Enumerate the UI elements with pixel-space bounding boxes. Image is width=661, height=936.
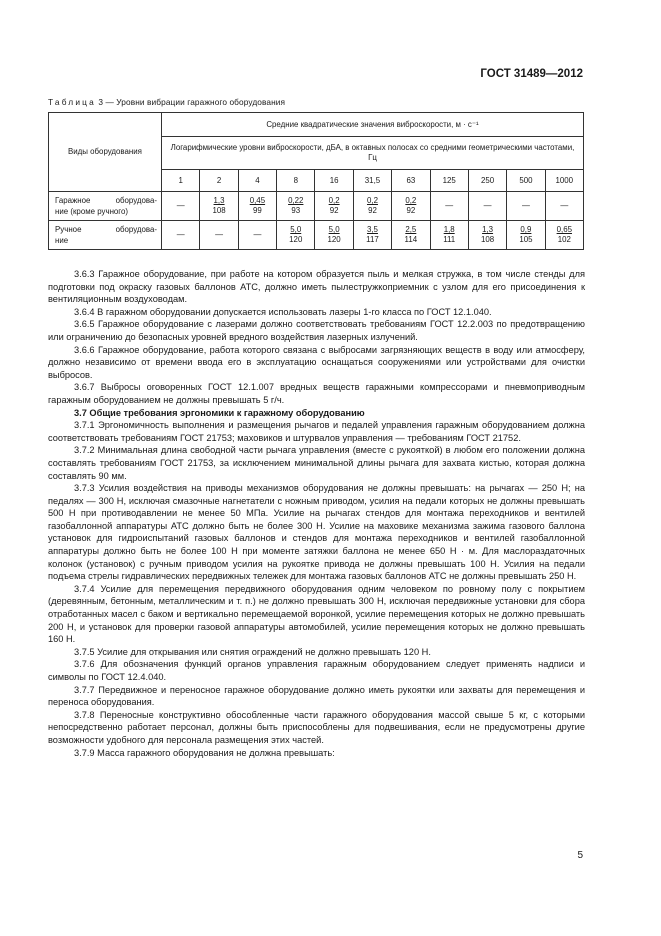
value-cell: —: [200, 221, 238, 250]
value-cell: —: [162, 221, 200, 250]
paragraph: 3.7.8 Переносные конструктивно обособленные части гаражного оборудования массой свыше 5 кг, с которыми непосредственно работает персонал, должны быть приспособлены для подвешивания, если не предусмотрены другие возможности удобного для персонала размещения этих частей.: [48, 709, 585, 745]
row-label: Гаражное оборудова- ние (кроме ручного): [49, 192, 162, 221]
paragraph: 3.7.5 Усилие для открывания или снятия ограждений не должно превышать 120 Н.: [74, 646, 431, 657]
db-level-value: 102: [557, 235, 571, 244]
velocity-value: 1,3: [213, 196, 225, 205]
paragraph: 3.7.2 Минимальная длина свободной части рычага управления (вместе с рукояткой) в любом его положении должна составлять требованиям ГОСТ 21753, за исключением минимальной длины рычага для захвата кистью, которая должна составлять 90 мм.: [48, 445, 585, 481]
velocity-value: 0,65: [556, 225, 572, 234]
frequency-cell: 2: [200, 170, 238, 192]
log-level-header: Логарифмические уровни виброскорости, дБА, в октавных полосах со средними геометрическими частотами, Гц: [162, 137, 584, 170]
frequency-cell: 63: [392, 170, 430, 192]
frequency-cell: 1000: [545, 170, 583, 192]
paragraph: 3.7.3 Усилия воздействия на приводы механизмов оборудования не должны превышать: на рычагах — 250 Н; на педалях — 300 Н, исключая смазочные нагнетатели с ножным приводом, усилия на педали которых не должны превышать 500 Н при противодавлении не менее 50 МПа. Усилие на рычагах стендов для монтажа переходников и вентилей газобаллонной аппаратуры АТС должно быть не более 300 Н. Усилие на маховике механизма зажима газового баллона установок для гидроиспытаний газовых баллонов и стендов для монтажа переходников и вентилей газобаллонной аппаратуры должно быть не более 100 Н при моменте затяжки баллона не менее 650 Н · м. Для маслораздаточных колонок (установок) с ручным приводом усилия на рукоятке привода не должны превышать 100 Н. Усилия на педали подъема стрелы гидравлических передвижных тележек для монтажа газовых баллонов АТС не должны превышать 250 Н.: [48, 483, 585, 582]
value-cell: —: [507, 192, 545, 221]
value-cell: [392, 192, 430, 221]
frequency-cell: 8: [277, 170, 315, 192]
paragraph: 3.7.9 Масса гаражного оборудования не должна превышать:: [74, 747, 335, 758]
value-cell: —: [238, 221, 276, 250]
page-number: 5: [577, 850, 583, 861]
db-level-value: 111: [443, 235, 456, 244]
equipment-type-header: Виды оборудования: [49, 113, 162, 192]
db-level-value: 105: [519, 235, 533, 244]
velocity-value: 0,22: [288, 196, 304, 205]
db-level-value: 93: [291, 206, 301, 215]
frequency-cell: 16: [315, 170, 353, 192]
value-cell: [392, 221, 430, 250]
db-level-value: 92: [368, 206, 377, 215]
value-cell: —: [545, 192, 583, 221]
db-level-value: 120: [289, 235, 303, 244]
velocity-value: 0,2: [366, 196, 378, 205]
velocity-value: 5,0: [328, 225, 340, 234]
db-level-value: 120: [327, 235, 341, 244]
db-level-value: 108: [480, 235, 495, 244]
value-cell: [353, 221, 391, 250]
velocity-value: 1,3: [482, 225, 494, 234]
caption-label: Таблица: [48, 97, 96, 107]
vibration-table: [48, 112, 584, 250]
frequency-cell: 250: [468, 170, 506, 192]
table-row: [49, 192, 584, 221]
value-cell: [277, 192, 315, 221]
db-level-value: 92: [406, 206, 416, 215]
paragraph: 3.7.7 Передвижное и переносное гаражное оборудование должно иметь рукоятки или захваты для перемещения и переноса оборудования.: [48, 684, 585, 708]
velocity-value: 1,8: [443, 225, 455, 234]
db-level-value: 114: [404, 235, 418, 244]
velocity-value: 0,9: [520, 225, 532, 234]
document-header: ГОСТ 31489—2012: [480, 68, 583, 80]
value-cell: [353, 192, 391, 221]
paragraph: 3.6.7 Выбросы оговоренных ГОСТ 12.1.007 вредных веществ гаражными компрессорами и пневмоприводным гаражным оборудованием не должны превышать 5 г/ч.: [48, 382, 585, 405]
db-level-value: 108: [212, 206, 226, 215]
paragraph: 3.6.5 Гаражное оборудование с лазерами должно соответствовать требованиям ГОСТ 12.2.003 по предотвращению или ограничению до безопасных уровней вредного воздействия лазерных излучений.: [48, 319, 585, 342]
value-cell: [468, 221, 506, 250]
paragraph: 3.6.6 Гаражное оборудование, работа которого связана с выбросами загрязняющих веществ в воду или атмосферу, должно независимо от времени ввода его в эксплуатацию оснащаться сооружениями или устройствами для очистки выбросов.: [48, 344, 585, 380]
value-cell: [507, 221, 545, 250]
db-level-value: 117: [366, 235, 379, 244]
body-text: [48, 268, 585, 759]
table-caption: [48, 97, 285, 107]
paragraph: 3.6.3 Гаражное оборудование, при работе на котором образуется пыль и мелкая стружка, в том числе стенды для подготовки под окраску газовых баллонов АТС, должно иметь пылестружкоприемник с узлом для его присоединения к вентиляционным воздуховодам.: [48, 269, 585, 305]
frequency-cell: 4: [238, 170, 276, 192]
caption-text: 3 — Уровни вибрации гаражного оборудования: [95, 97, 286, 107]
velocity-value: 0,2: [405, 196, 417, 205]
frequency-cell: 500: [507, 170, 545, 192]
velocity-value: 0,2: [328, 196, 340, 205]
table-row: [49, 221, 584, 250]
section-heading: 3.7 Общие требования эргономики к гаражному оборудованию: [74, 407, 365, 418]
value-cell: —: [430, 192, 468, 221]
paragraph: 3.7.4 Усилие для перемещения передвижного оборудования одним человеком по ровному полу с покрытием (деревянным, бетонным, металлическим и т. п.) не должно превышать 300 Н, исключая передвижные установки для сбора отработанных масел с баком и вертикально перемещаемой воронкой, усилие перемещения которых не должно превышать 200 Н, и установок для проверки газовой аппаратуры автомобилей, усилие перемещения которых не должно превышать 160 Н.: [48, 583, 585, 645]
value-cell: [277, 221, 315, 250]
row-label: Ручное оборудова- ние: [49, 221, 162, 250]
frequency-cell: 125: [430, 170, 468, 192]
paragraph: 3.7.6 Для обозначения функций органов управления гаражным оборудованием следует применять надписи и символы по ГОСТ 12.4.040.: [48, 659, 585, 682]
value-cell: —: [468, 192, 506, 221]
velocity-value: 3,5: [366, 225, 378, 234]
value-cell: [545, 221, 583, 250]
value-cell: [238, 192, 276, 221]
db-level-value: 99: [253, 206, 262, 215]
value-cell: —: [162, 192, 200, 221]
velocity-value: 0,45: [249, 196, 266, 205]
velocity-value: 5,0: [290, 225, 302, 234]
db-level-value: 92: [329, 206, 339, 215]
value-cell: [315, 192, 353, 221]
value-cell: [430, 221, 468, 250]
velocity-value: 2,5: [405, 225, 417, 234]
value-cell: [315, 221, 353, 250]
paragraph: 3.6.4 В гаражном оборудовании допускается использовать лазеры 1-го класса по ГОСТ 12.1.040.: [74, 306, 492, 317]
frequency-cell: 31,5: [353, 170, 391, 192]
velocity-header: Средние квадратические значения виброскорости, м · с⁻¹: [162, 113, 584, 137]
frequency-cell: 1: [162, 170, 200, 192]
paragraph: 3.7.1 Эргономичность выполнения и размещения рычагов и педалей управления гаражным оборудованием должна соответствовать требованиям ГОСТ 21753; маховиков и штурвалов управления — требованиям ГОСТ 21752.: [48, 420, 585, 443]
value-cell: [200, 192, 238, 221]
